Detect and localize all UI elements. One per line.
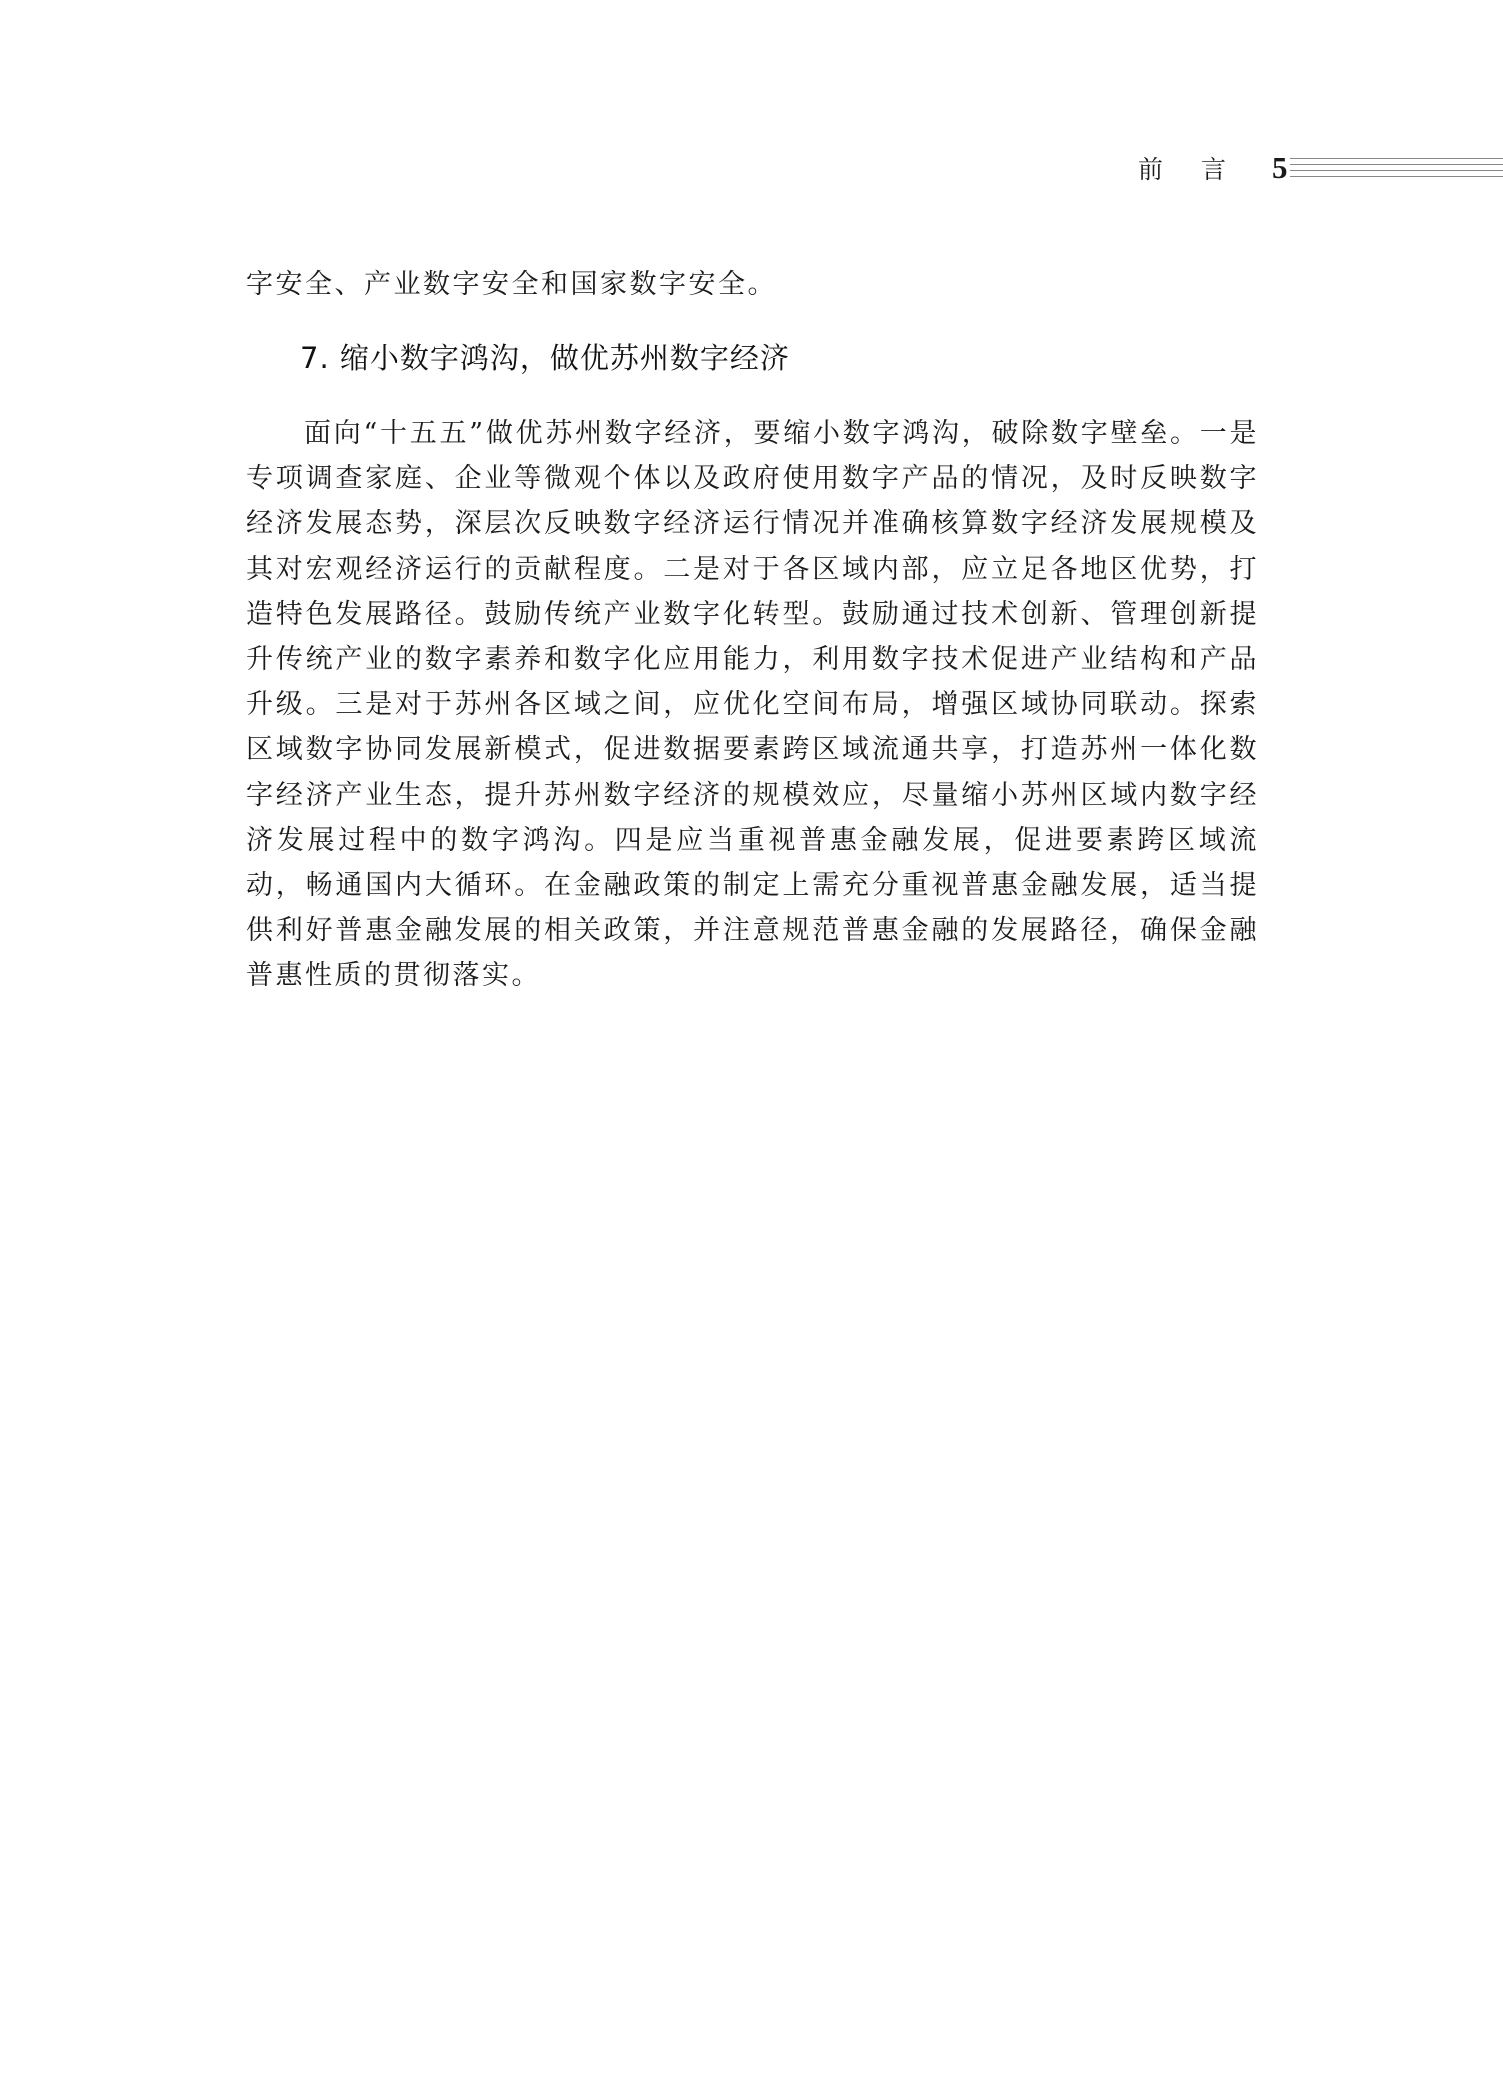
running-header — [1138, 150, 1503, 192]
body-paragraph: 面向“十五五”做优苏州数字经济，要缩小数字鸿沟，破除数字壁垒。一是专项调查家庭、企业等微观个体以及政府使用数字产品的情况，及时反映数字经济发展态势，深层次反映数字经济运行情况并准确核算数字经济发展规模及其对宏观经济运行的贡献程度。二是对于各区域内部，应立足各地区优势，打造特色发展路径。鼓励传统产业数字化转型。鼓励通过技术创新、管理创新提升传统产业的数字素养和数字化应用能力，利用数字技术促进产业结构和产品升级。三是对于苏州各区域之间，应优化空间布局，增强区域协同联动。探索区域数字协同发展新模式，促进数据要素跨区域流通共享，打造苏州一体化数字经济产业生态，提升苏州数字经济的规模效应，尽量缩小苏州区域内数字经济发展过程中的数字鸿沟。四是应当重视普惠金融发展，促进要素跨区域流动，畅通国内大循环。在金融政策的制定上需充分重视普惠金融发展，适当提供利好普惠金融发展的相关政策，并注意规范普惠金融的发展路径，确保金融普惠性质的贯彻落实。 — [246, 418, 1259, 992]
section-heading: 7. 缩小数字鸿沟，做优苏州数字经济 — [300, 341, 790, 375]
header-rule-line — [1290, 170, 1503, 171]
header-decorative-rules — [1290, 158, 1503, 182]
carry-over-text: 字安全、产业数字安全和国家数字安全。 — [246, 269, 777, 300]
header-page-number: 5 — [1272, 150, 1288, 185]
header-rule-line — [1290, 164, 1503, 165]
header-rule-line — [1290, 176, 1503, 177]
header-section-title: 前言 — [1138, 155, 1265, 184]
header-rule-line — [1290, 158, 1503, 159]
